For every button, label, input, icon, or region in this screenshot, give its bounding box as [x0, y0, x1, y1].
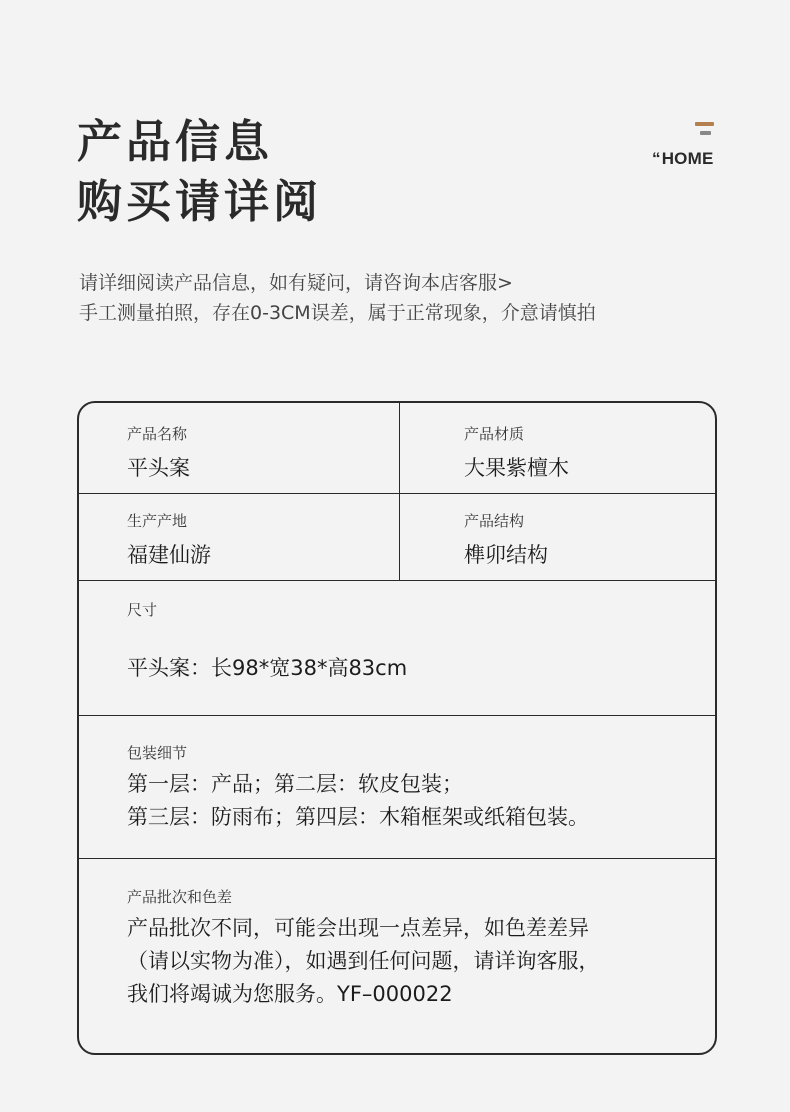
- batch-line-1: 产品批次不同，可能会出现一点差异，如色差差异: [127, 916, 589, 940]
- origin-value: 福建仙游: [127, 543, 211, 567]
- table-row-name-material: [79, 403, 715, 494]
- home-label: [652, 149, 714, 169]
- batch-line-3: 我们将竭诚为您服务。YF–000022: [127, 982, 453, 1006]
- structure-value: 榫卯结构: [464, 543, 548, 567]
- packaging-value: [127, 768, 589, 834]
- size-label: 尺寸: [127, 601, 158, 619]
- cell-structure: [400, 494, 715, 580]
- home-quote-mark: “: [652, 149, 661, 168]
- intro-line-2: 手工测量拍照，存在0-3CM误差，属于正常现象，介意请慎拍: [79, 302, 596, 324]
- batch-line-2: （请以实物为准），如遇到任何问题，请详询客服，: [127, 949, 600, 973]
- product-name-value: 平头案: [127, 456, 190, 480]
- origin-label: 生产产地: [127, 512, 188, 530]
- packaging-line-2: 第三层：防雨布；第四层：木箱框架或纸箱包装。: [127, 805, 589, 829]
- table-row-origin-structure: [79, 494, 715, 581]
- size-value: 平头案：长98*宽38*高83cm: [127, 656, 408, 680]
- product-name-label: 产品名称: [127, 425, 188, 443]
- packaging-label: 包装细节: [127, 744, 188, 762]
- batch-value: [127, 912, 600, 1011]
- structure-label: 产品结构: [464, 512, 525, 530]
- title-line-1: 产品信息: [77, 115, 274, 168]
- home-label-text: HOME: [661, 149, 714, 168]
- packaging-line-1: 第一层：产品；第二层：软皮包装；: [127, 772, 463, 796]
- product-material-value: 大果紫檀木: [464, 456, 569, 480]
- cell-origin: [79, 494, 400, 580]
- cell-product-name: [79, 403, 400, 493]
- intro-line-1: 请详细阅读产品信息，如有疑问，请咨询本店客服>: [79, 272, 513, 294]
- table-row-batch: [79, 859, 715, 1053]
- table-row-packaging: [79, 716, 715, 859]
- table-row-size: [79, 581, 715, 716]
- cell-product-material: [400, 403, 715, 493]
- home-logo: [652, 122, 722, 172]
- page-title: [77, 112, 322, 232]
- home-grey-bar: [700, 131, 711, 135]
- batch-label: 产品批次和色差: [127, 888, 233, 906]
- title-line-2: 购买请详阅: [77, 175, 323, 228]
- intro-text: [79, 268, 596, 328]
- product-material-label: 产品材质: [464, 425, 525, 443]
- home-accent-bar: [695, 122, 714, 126]
- product-info-table: [77, 401, 717, 1055]
